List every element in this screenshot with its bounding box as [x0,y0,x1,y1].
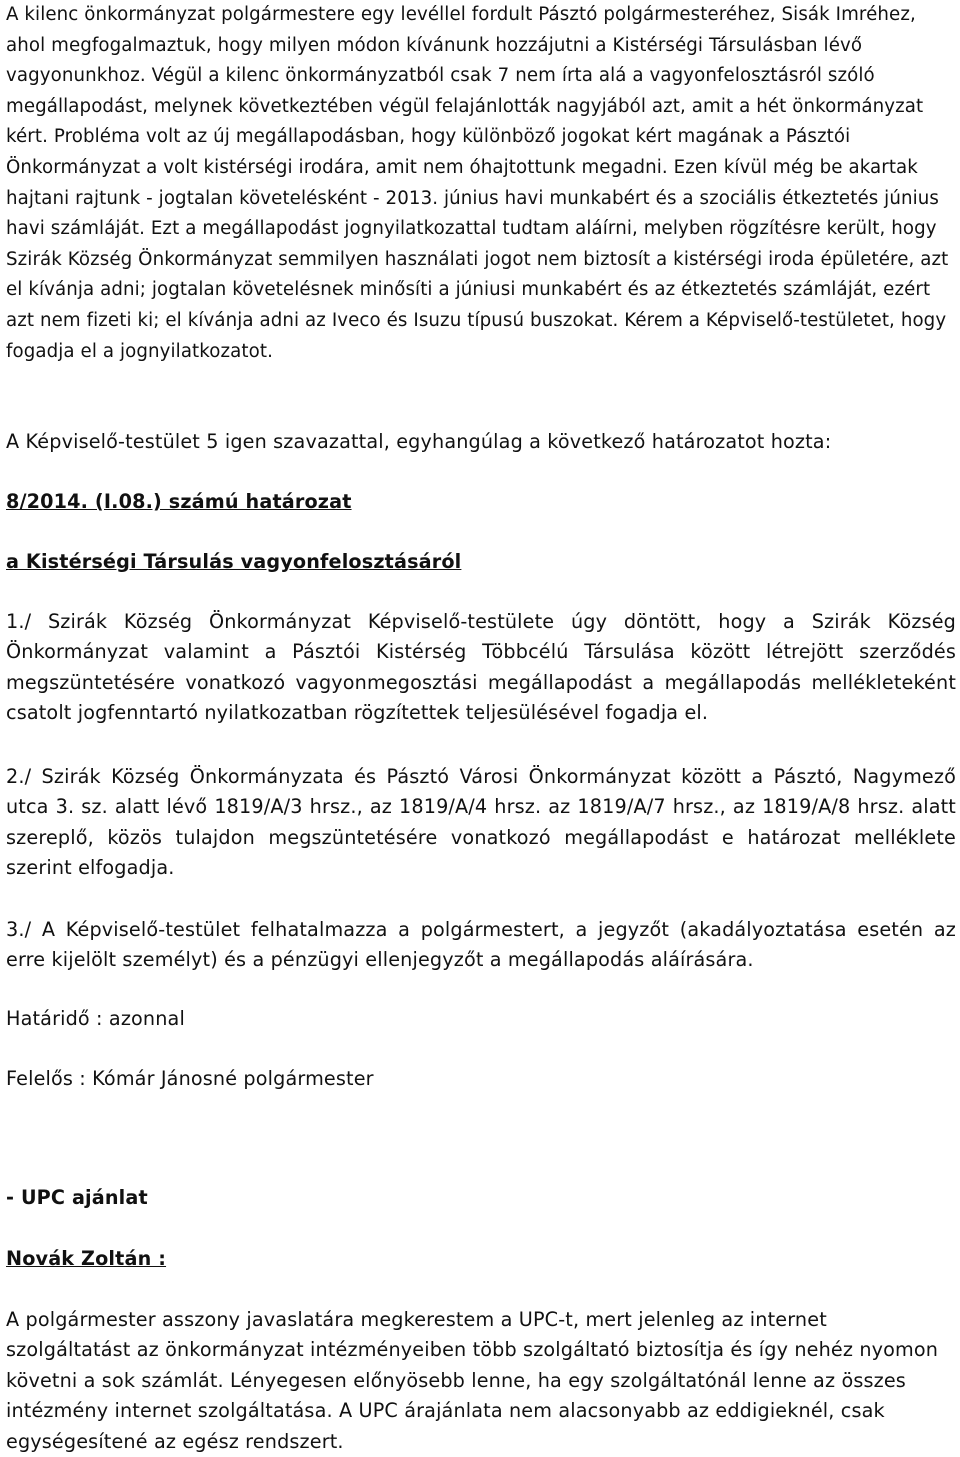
responsible-line: Felelős : Kómár Jánosné polgármester [6,1067,374,1090]
deadline-line: Határidő : azonnal [6,1007,185,1030]
vote-statement: A Képviselő-testület 5 igen szavazattal, egyhangúlag a következő határozatot hozta: [6,430,832,453]
resolution-item-1: 1./ Szirák Község Önkormányzat Képviselő-testülete úgy döntött, hogy a Szirák Község Önkormányzat valamint a Pásztói Kistérség Többcélú Társulása között létrejött szerződés megszüntetésére vonatkozó vagyonmegosztási megállapodást a megállapodás mellékleteként csatolt jogfenntartó nyilatkozatban rögzítettek teljesülésével fogadja el. [6,610,956,725]
paragraph-upc-offer: A polgármester asszony javaslatára megkerestem a UPC-t, mert jelenleg az internet szolgáltatást az önkormányzat intézményeiben több szolgáltató biztosítja és így nehéz nyomon követni a sok számlát. Lényegesen előnyösebb lenne, ha egy szolgáltatónál lenne az összes intézmény internet szolgáltatása. A UPC árajánlata nem alacsonyabb az eddigieknél, csak egységesítené az egész rendszert. [6,1308,939,1453]
resolution-item-2: 2./ Szirák Község Önkormányzata és Pásztó Városi Önkormányzat között a Pásztó, Nagymező utca 3. sz. alatt lévő 1819/A/3 hrsz., az 1819/A/4 hrsz. az 1819/A/7 hrsz., az 1819/A/8 hrsz. alatt szereplő, közös tulajdon megszüntetésére vonatkozó megállapodást e határozat melléklete szerint elfogadja. [6,765,956,880]
resolution-subject: a Kistérségi Társulás vagyonfelosztásáról [6,550,462,573]
paragraph-intro: A kilenc önkormányzat polgármestere egy levéllel fordult Pásztó polgármesteréhez, Sisák Imréhez, ahol megfogalmaztuk, hogy milyen módon kívánunk hozzájutni a Kistérségi Társulásban lévő vagyonunkhoz. Végül a kilenc önkormányzatból csak 7 nem írta alá a vagyonfelosztásról szóló megállapodást, melynek következtében végül felajánlották nagyjából azt, amit a hét önkormányzat kért. Probléma volt az új megállapodásban, hogy különböző jogokat kért magának a Pásztói Önkormányzat a volt kistérségi irodára, amit nem óhajtottunk megadni. Ezen kívül még be akartak hajtani rajtunk - jogtalan követelésként - 2013. június havi munkabért és a szociális étkeztetés június havi számláját. Ezt a megállapodást jognyilatkozattal tudtam aláírni, melyben rögzítésre került, hogy Szirák Község Önkormányzat semmilyen használati jogot nem biztosít a kistérségi iroda épületére, azt el kívánja adni; jogtalan követelésnek minősíti a júniusi munkabért és az étkeztetés számláját, ezért azt nem fizeti ki; el kívánja adni az Iveco és Isuzu típusú buszokat. Kérem a Képviselő-testületet, hogy fogadja el a jognyilatkozatot. [6,4,949,362]
resolution-item-3: 3./ A Képviselő-testület felhatalmazza a polgármestert, a jegyzőt (akadályoztatása esetén az erre kijelölt személyt) és a pénzügyi ellenjegyzőt a megállapodás aláírására. [6,918,956,972]
speaker-name: Novák Zoltán : [6,1247,167,1270]
agenda-item-heading: - UPC ajánlat [6,1186,148,1209]
resolution-number: 8/2014. (I.08.) számú határozat [6,490,352,513]
